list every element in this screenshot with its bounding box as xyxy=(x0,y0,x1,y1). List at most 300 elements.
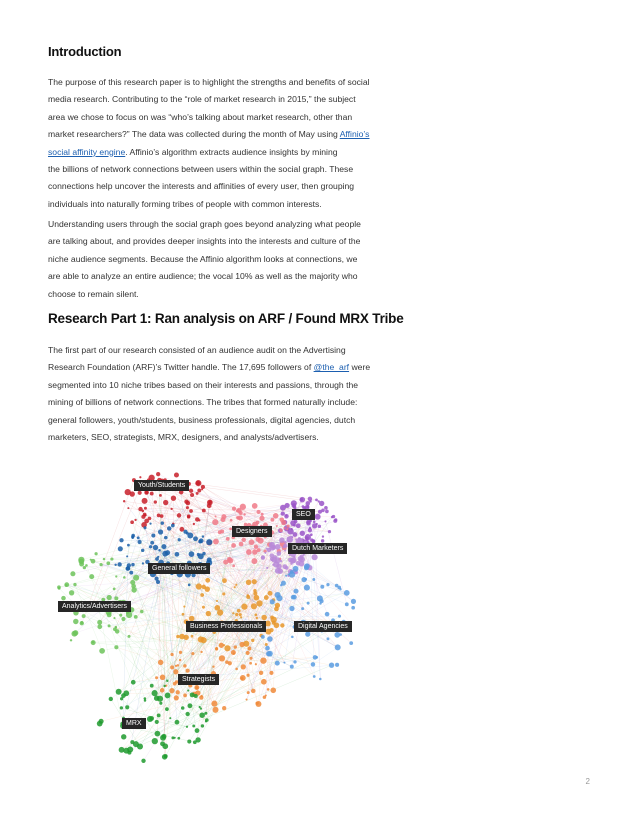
network-node xyxy=(237,609,241,613)
network-node xyxy=(165,707,169,711)
network-node xyxy=(309,500,312,503)
network-node xyxy=(176,635,180,639)
network-node xyxy=(239,511,243,515)
network-node xyxy=(257,548,261,552)
network-node xyxy=(152,690,158,696)
network-node xyxy=(256,510,260,514)
network-node xyxy=(243,513,245,515)
network-node xyxy=(261,615,267,621)
network-node xyxy=(239,642,244,647)
network-node xyxy=(311,662,316,667)
network-node xyxy=(226,537,230,541)
network-node xyxy=(131,584,136,589)
network-node xyxy=(164,754,168,758)
network-node xyxy=(315,514,321,520)
network-node xyxy=(143,526,146,529)
network-node xyxy=(264,552,266,554)
network-node xyxy=(335,644,341,650)
network-node xyxy=(293,589,298,594)
network-node xyxy=(240,504,246,510)
network-node xyxy=(251,603,257,609)
network-node xyxy=(91,559,96,564)
network-node xyxy=(296,523,301,528)
network-node xyxy=(161,521,165,525)
network-node xyxy=(137,540,141,544)
network-node xyxy=(165,550,170,555)
network-node xyxy=(127,507,129,509)
network-node xyxy=(191,652,194,655)
network-node xyxy=(175,552,180,557)
label-strategists: Strategists xyxy=(178,674,219,685)
network-node xyxy=(99,648,105,654)
network-node xyxy=(299,561,305,567)
network-node xyxy=(251,639,254,642)
network-node xyxy=(152,738,158,744)
network-node xyxy=(156,472,160,476)
network-node xyxy=(246,698,248,700)
network-node xyxy=(70,639,72,641)
network-node xyxy=(207,557,212,562)
network-node xyxy=(219,655,225,661)
network-node xyxy=(141,549,144,552)
network-node xyxy=(238,516,243,521)
network-node xyxy=(335,663,339,667)
network-node xyxy=(164,536,168,540)
network-node xyxy=(291,636,294,639)
network-node xyxy=(177,737,180,740)
network-node xyxy=(293,660,296,663)
network-node xyxy=(256,617,258,619)
network-node xyxy=(351,599,356,604)
network-node xyxy=(127,544,130,547)
network-node xyxy=(190,692,195,697)
label-dutch-marketers: Dutch Marketers xyxy=(288,543,347,554)
network-node xyxy=(267,636,273,642)
network-node xyxy=(222,578,227,583)
network-node xyxy=(235,668,238,671)
network-node xyxy=(232,612,234,614)
network-node xyxy=(99,563,102,566)
network-node xyxy=(144,507,147,510)
the-arf-link[interactable]: @the_arf xyxy=(313,362,350,373)
network-node xyxy=(310,533,313,536)
text-line: choose to remain silent. xyxy=(48,288,139,299)
network-node xyxy=(280,518,285,523)
network-node xyxy=(159,494,162,497)
network-node xyxy=(215,515,217,517)
network-node xyxy=(228,558,234,564)
network-node xyxy=(115,575,117,577)
network-node xyxy=(267,688,270,691)
network-node xyxy=(254,613,257,616)
network-node xyxy=(162,743,168,749)
network-node xyxy=(302,505,305,508)
network-node xyxy=(242,538,246,542)
network-node xyxy=(351,606,355,610)
network-node xyxy=(335,584,339,588)
network-node xyxy=(294,520,298,524)
network-node xyxy=(216,600,218,602)
network-node xyxy=(142,562,144,564)
network-node xyxy=(194,685,199,690)
network-node xyxy=(212,707,218,713)
network-node xyxy=(150,541,154,545)
network-node xyxy=(189,509,193,513)
label-seo: SEO xyxy=(292,509,315,520)
network-node xyxy=(291,528,293,530)
network-node xyxy=(201,724,204,727)
network-node xyxy=(222,706,226,710)
text-line: Research Foundation (ARF)’s Twitter handle. The 17,695 followers of xyxy=(48,362,314,373)
network-node xyxy=(158,549,160,551)
network-node xyxy=(200,593,204,597)
network-node xyxy=(292,503,297,508)
network-node xyxy=(313,520,316,523)
network-node xyxy=(69,590,74,595)
network-node xyxy=(254,545,258,549)
network-node xyxy=(304,563,310,569)
network-node xyxy=(150,684,154,688)
network-node xyxy=(114,596,118,600)
network-node xyxy=(332,515,335,518)
network-node xyxy=(157,713,161,717)
network-node xyxy=(334,632,340,638)
network-node xyxy=(121,693,126,698)
network-node xyxy=(70,571,75,576)
network-node xyxy=(338,615,341,618)
network-node xyxy=(246,595,250,599)
network-node xyxy=(187,533,193,539)
network-node xyxy=(141,759,145,763)
network-node xyxy=(259,516,264,521)
label-business-professionals: Business Professionals xyxy=(186,621,266,632)
network-node xyxy=(255,663,257,665)
network-node xyxy=(160,675,166,681)
network-node xyxy=(155,731,161,737)
network-node xyxy=(126,555,128,557)
network-node xyxy=(121,734,126,739)
network-node xyxy=(240,675,246,681)
network-node xyxy=(80,621,84,625)
network-graph-canvas xyxy=(44,452,374,782)
affinio-link-2[interactable]: social affinity engine xyxy=(48,146,126,157)
network-node xyxy=(239,542,244,547)
network-node xyxy=(200,695,202,697)
network-node xyxy=(277,551,282,556)
network-node xyxy=(272,563,274,565)
network-node xyxy=(154,500,157,503)
research-part1-paragraph xyxy=(48,342,418,446)
network-node xyxy=(254,595,260,601)
network-node xyxy=(324,506,328,510)
network-node xyxy=(211,701,217,707)
network-node xyxy=(293,524,296,527)
intro-paragraph-2 xyxy=(48,216,418,303)
network-node xyxy=(201,485,205,489)
network-node xyxy=(71,631,77,637)
network-node xyxy=(114,645,118,649)
network-node xyxy=(256,701,262,707)
network-node xyxy=(293,532,298,537)
network-node xyxy=(181,706,185,710)
research-part1-heading: Research Part 1: Ran analysis on ARF / Found MRX Tribe xyxy=(48,311,404,326)
network-node xyxy=(291,595,296,600)
network-node xyxy=(73,583,76,586)
network-node xyxy=(320,585,324,589)
network-node xyxy=(276,525,278,527)
network-node xyxy=(97,721,103,727)
network-node xyxy=(178,538,181,541)
network-node xyxy=(139,476,141,478)
network-node xyxy=(220,529,224,533)
network-node xyxy=(290,558,295,563)
network-node xyxy=(127,563,131,567)
network-node xyxy=(325,612,330,617)
network-node xyxy=(171,496,176,501)
network-node xyxy=(92,641,94,643)
text-line: connections help uncover the interests and affinities of every user, then grouping xyxy=(48,181,355,192)
network-node xyxy=(188,584,191,587)
network-node xyxy=(200,637,206,643)
network-node xyxy=(270,599,275,604)
network-node xyxy=(144,699,146,701)
network-node xyxy=(220,517,225,522)
network-node xyxy=(187,690,189,692)
network-node xyxy=(270,518,274,522)
network-node xyxy=(167,526,171,530)
network-node xyxy=(149,523,151,525)
network-node xyxy=(309,527,311,529)
network-node xyxy=(280,505,286,511)
network-node xyxy=(198,553,204,559)
text-line: niche audience segments. Because the Affinio algorithm looks at connections, we xyxy=(48,253,358,264)
network-node xyxy=(300,531,305,536)
network-node xyxy=(134,519,136,521)
network-node xyxy=(187,703,192,708)
network-node xyxy=(344,590,350,596)
network-node xyxy=(149,716,154,721)
network-node xyxy=(131,563,135,567)
network-node xyxy=(313,655,318,660)
network-node xyxy=(264,595,269,600)
network-node xyxy=(259,671,263,675)
network-node xyxy=(169,688,174,693)
network-node xyxy=(129,571,133,575)
network-node xyxy=(160,688,165,693)
network-node xyxy=(275,603,280,608)
network-node xyxy=(258,538,264,544)
network-node xyxy=(299,497,305,503)
network-node xyxy=(151,533,155,537)
network-node xyxy=(261,556,265,560)
network-node xyxy=(252,503,258,509)
network-node xyxy=(325,510,329,514)
intro-paragraph-1 xyxy=(48,74,418,213)
network-node xyxy=(289,554,291,556)
network-node xyxy=(287,536,293,542)
network-node xyxy=(163,685,165,687)
network-node xyxy=(174,473,179,478)
network-node xyxy=(197,488,201,492)
label-youth-students: Youth/Students xyxy=(134,480,189,491)
text-line: The purpose of this research paper is to highlight the strengths and benefits of social xyxy=(48,77,370,87)
network-node xyxy=(158,529,163,534)
network-node xyxy=(290,665,294,669)
network-node xyxy=(113,587,116,590)
network-node xyxy=(134,615,138,619)
network-node xyxy=(246,651,250,655)
network-node xyxy=(175,720,180,725)
network-node xyxy=(305,631,310,636)
network-node xyxy=(305,501,310,506)
text-line: individuals into naturally forming tribes of people with common interests. xyxy=(48,198,322,209)
network-node xyxy=(251,689,256,694)
network-node xyxy=(276,595,282,601)
network-node xyxy=(125,705,129,709)
network-node xyxy=(275,661,280,666)
text-line: were xyxy=(349,362,371,373)
network-node xyxy=(217,609,223,615)
network-node xyxy=(269,628,273,632)
network-node xyxy=(215,647,218,650)
network-node xyxy=(199,706,201,708)
network-node xyxy=(113,617,115,619)
network-node xyxy=(137,536,140,539)
network-node xyxy=(289,606,294,611)
network-node xyxy=(286,528,288,530)
text-line: general followers, youth/students, business professionals, digital agencies, dutch xyxy=(48,414,356,425)
text-line: media research. Contributing to the “role of market research in 2015,” the subject xyxy=(48,94,356,105)
network-node xyxy=(174,695,179,700)
network-node xyxy=(61,596,66,601)
network-node xyxy=(265,646,270,651)
network-node xyxy=(312,578,315,581)
network-node xyxy=(339,588,341,590)
network-node xyxy=(202,509,206,513)
network-node xyxy=(281,511,285,515)
network-node xyxy=(196,492,199,495)
network-node xyxy=(324,520,326,522)
network-node xyxy=(202,606,205,609)
network-node xyxy=(186,726,188,728)
network-edge xyxy=(165,480,166,757)
network-node xyxy=(280,623,284,627)
network-node xyxy=(206,611,211,616)
network-node xyxy=(121,617,125,621)
network-node xyxy=(157,513,161,517)
network-node xyxy=(145,491,149,495)
network-node xyxy=(115,627,117,629)
network-node xyxy=(231,650,236,655)
network-node xyxy=(301,607,304,610)
network-node xyxy=(261,635,265,639)
network-node xyxy=(212,665,214,667)
network-node xyxy=(256,600,262,606)
network-node xyxy=(334,518,337,521)
network-node xyxy=(198,540,202,544)
text-line: The first part of our research consisted of an audience audit on the Advertising xyxy=(48,345,346,355)
network-node xyxy=(187,514,191,518)
network-node xyxy=(247,691,250,694)
network-node xyxy=(326,583,329,586)
network-node xyxy=(148,517,152,521)
network-node xyxy=(293,556,295,558)
intro-heading: Introduction xyxy=(48,44,122,59)
label-designers: Designers xyxy=(232,526,272,537)
network-node xyxy=(319,602,321,604)
network-node xyxy=(232,564,235,567)
network-node xyxy=(246,549,252,555)
network-node xyxy=(169,717,171,719)
network-node xyxy=(274,557,280,563)
network-node xyxy=(283,662,285,664)
network-node xyxy=(268,591,273,596)
network-node xyxy=(58,587,61,590)
network-node xyxy=(182,613,185,616)
network-node xyxy=(175,665,177,667)
network-node xyxy=(183,664,187,668)
network-node xyxy=(321,508,325,512)
network-node xyxy=(89,574,94,579)
network-node xyxy=(270,557,274,561)
network-node xyxy=(118,546,123,551)
network-node xyxy=(261,679,267,685)
network-node xyxy=(150,492,154,496)
network-node xyxy=(202,535,204,537)
network-node xyxy=(274,622,280,628)
network-node xyxy=(205,586,210,591)
network-node xyxy=(79,559,85,565)
network-node xyxy=(319,678,322,681)
network-node xyxy=(228,661,232,665)
network-node xyxy=(171,736,174,739)
network-node xyxy=(279,529,282,532)
network-node xyxy=(176,690,180,694)
network-node xyxy=(284,514,289,519)
network-node xyxy=(283,527,285,529)
text-line: the billions of network connections between users within the social graph. These xyxy=(48,164,354,175)
network-node xyxy=(133,575,139,581)
network-node xyxy=(155,720,159,724)
network-node xyxy=(141,515,145,519)
network-node xyxy=(107,595,112,600)
network-node xyxy=(213,539,219,545)
network-node xyxy=(265,643,268,646)
network-node xyxy=(187,740,191,744)
network-node xyxy=(73,619,78,624)
label-digital-agencies: Digital Agencies xyxy=(294,621,352,632)
network-node xyxy=(261,513,264,516)
network-node xyxy=(153,545,158,550)
network-node xyxy=(97,620,102,625)
network-node xyxy=(131,680,136,685)
network-node xyxy=(119,538,123,542)
network-node xyxy=(183,606,185,608)
network-node xyxy=(166,680,168,682)
network-node xyxy=(307,602,310,605)
network-node xyxy=(327,637,330,640)
network-node xyxy=(119,614,122,617)
network-node xyxy=(193,523,195,525)
network-node xyxy=(219,643,224,648)
network-node xyxy=(142,498,148,504)
affinio-link-1[interactable]: Affinio’s xyxy=(339,129,370,140)
network-node xyxy=(329,662,334,667)
network-node xyxy=(280,584,282,586)
network-node xyxy=(116,689,122,695)
network-node xyxy=(94,552,97,555)
network-node xyxy=(83,566,86,569)
